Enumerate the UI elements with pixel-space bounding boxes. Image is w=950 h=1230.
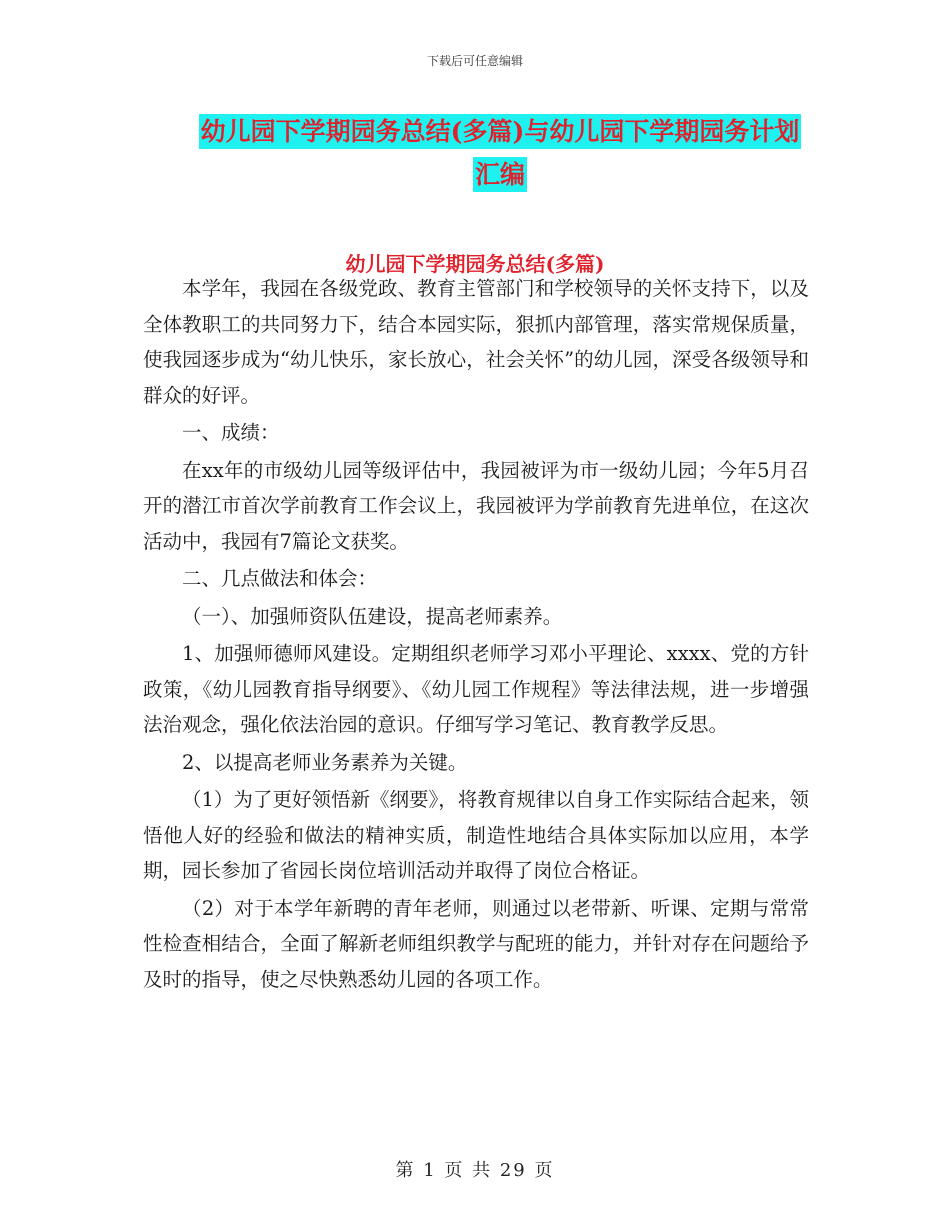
header-note: 下载后可任意编辑 [426,54,523,68]
paragraph-ethics: 1、加强师德师风建设。定期组织老师学习邓小平理论、xxxx、党的方针政策，《幼儿园教育指导纲要》、《幼儿园工作规程》等法律法规，进一步增强法治观念，强化依法治园的意识。仔细写学习笔记、教育教学反思。 [143,642,809,736]
document-body [143,271,809,997]
paragraph-heading-achievements: 一、成绩： [182,421,280,444]
paragraph-item-2: （2）对于本学年新聘的青年老师，则通过以老带新、听课、定期与常常性检查相结合，全面了解新老师组织教学与配班的能力，并针对存在问题给予及时的指导，使之尽快熟悉幼儿园的各项工作。 [143,896,809,991]
document-title [190,110,810,196]
paragraph-achievements: 在xx年的市级幼儿园等级评估中，我园被评为市一级幼儿园；今年5月召开的潜江市首次学前教育工作会议上，我园被评为学前教育先进单位，在这次活动中，我园有7篇论文获奖。 [143,458,809,553]
paragraph-item-1: （1）为了更好领悟新《纲要》，将教育规律以自身工作实际结合起来，领悟他人好的经验和做法的精神实质，制造性地结合具体实际加以应用，本学期，园长参加了省园长岗位培训活动并取得了岗位合格证。 [143,788,809,882]
paragraph-heading-practices: 二、几点做法和体会： [182,567,378,590]
page-footer: 第 1 页 共 29 页 [395,1160,555,1181]
document-title-highlight: 幼儿园下学期园务总结(多篇)与幼儿园下学期园务计划汇编 [199,114,802,192]
paragraph-professional: 2、以提高老师业务素养为关键。 [182,750,468,774]
section-title: 幼儿园下学期园务总结(多篇) [345,252,605,276]
paragraph-subheading-staff: （一）、加强师资队伍建设，提高老师素养。 [182,604,563,628]
paragraph-intro: 本学年，我园在各级党政、教育主管部门和学校领导的关怀支持下，以及全体教职工的共同努力下，结合本园实际，狠抓内部管理，落实常规保质量，使我园逐步成为“幼儿快乐，家长放心，社会关怀”的幼儿园，深受各级领导和群众的好评。 [143,277,809,407]
